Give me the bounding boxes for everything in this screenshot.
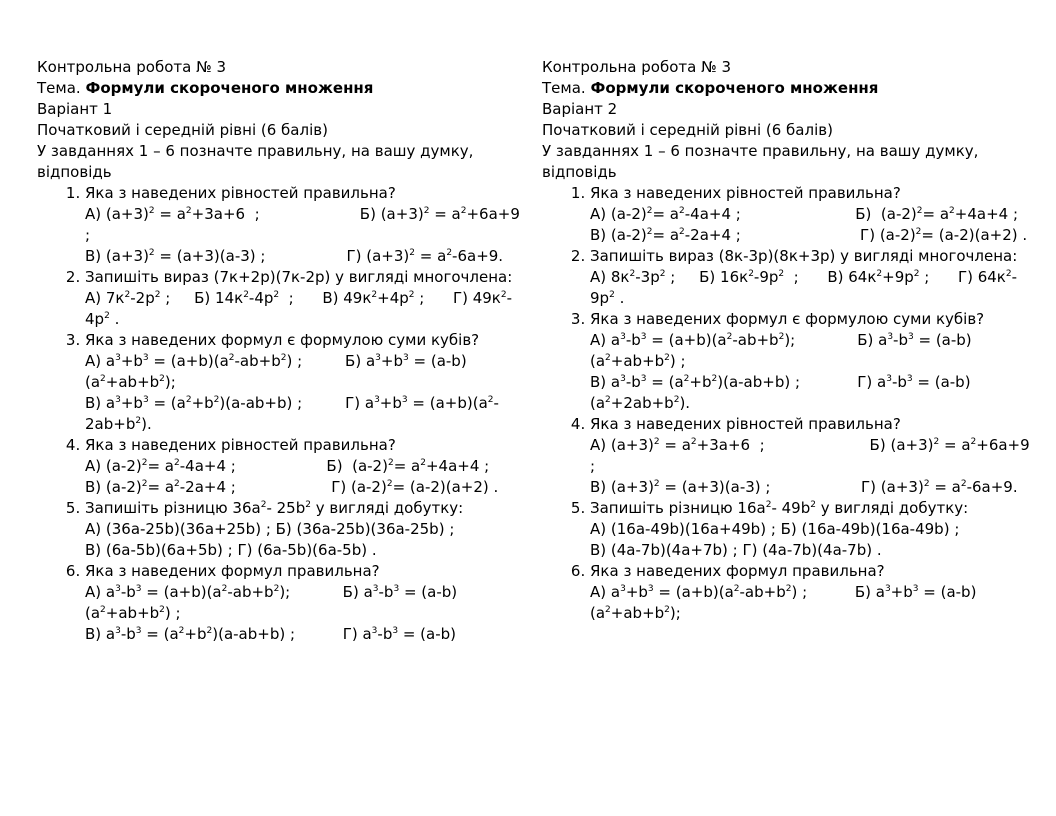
q5-text-pre: Запишіть різницю 36а [85,499,261,517]
level-label: Початковий і середній рівні (6 балів) [542,121,833,139]
question-5 [85,498,527,561]
answer-options: В) (4а-7b)(4а+7b) ; Г) (4а-7b)(4а-7b) . [590,541,882,559]
question-text: Яка з наведених рівностей правильна? [590,415,901,433]
test-heading: Контрольна робота № 3 [37,58,227,76]
answer-options: А) $(а+3)^2 = а^2+3а+6$ ; Б) $(а+3)^2 = а^2+6а+9$ ; [85,205,520,244]
question-3 [85,330,527,435]
answer-options: В) $а^3-b^3 = (а^2+b^2)(а-аb+b)$ ; Г) $а^3-b^3 = (а-b)$ [85,625,457,643]
instructions: У завданнях 1 – 6 позначте правильну, на вашу думку, [37,142,474,160]
question-3 [590,309,1037,414]
question-5 [590,498,1037,561]
question-text: Яка з наведених формул правильна? [590,562,885,580]
answer-options: В) (6а-5b)(6а+5b) ; Г) (6а-5b)(6а-5b) . [85,541,377,559]
question-1 [85,183,527,267]
question-1 [590,183,1037,246]
question-6 [85,561,527,645]
question-4 [85,435,527,498]
question-text: Запишіть вираз (8к-3р)(8к+3р) у вигляді многочлена: [590,247,1018,265]
question-text: Яка з наведених формул правильна? [85,562,380,580]
answer-options: А) $(а+3)^2 = а^2+3а+6$ ; Б) $(а+3)^2 = а^2+6а+9$ ; [590,436,1030,475]
level-label: Початковий і середній рівні (6 балів) [37,121,328,139]
q5-text-post: у вигляді добутку: [310,499,464,517]
answer-options: А) $а^3+b^3 = (а+b)(а^2-аb+b^2)$ ; Б) $а^3+b^3 = (а-b)(а^2+аb+b^2)$; [590,583,977,622]
test-heading: Контрольна робота № 3 [542,58,732,76]
answer-options: В) $(а-2)^2= а^2-2а+4$ ; Г) $(а-2)^2= (а-2)(а+2)$ . [85,478,499,496]
question-text: Запишіть різницю $16а^2-$ $49b^2$ у вигляді добутку: [590,499,969,517]
topic-title: Формули скороченого множення [85,79,374,97]
topic-line [37,78,527,99]
answer-options: В) $(а+3)^2 = (а+3)(а-3)$ ; Г) $(а+3)^2 = а^2-6а+9$. [85,247,504,265]
answer-options: А) $а^3+b^3 = (а+b)(а^2-аb+b^2)$ ; Б) $а^3+b^3 = (а-b)(а^2+аb+b^2)$; [85,352,467,391]
q5-text-pre: Запишіть різницю 16а [590,499,766,517]
answer-options: В) $а^3-b^3 = (а^2+b^2)(а-аb+b)$ ; Г) $а^3-b^3 = (а-b)(а^2+2аb+b^2)$. [590,373,971,412]
variant-1-column [37,57,527,645]
topic-prefix: Тема. [37,79,86,97]
question-text: Яка з наведених формул є формулою суми кубів? [85,331,480,349]
q5-text-mid: - 25b [266,499,306,517]
question-list [542,183,1037,624]
answer-options: В) $а^3+b^3 = (а^2+b^2)(а-аb+b)$ ; Г) $а^3+b^3 = (а+b)(а^2-2аb+b^2)$. [85,394,499,433]
answer-options: А) $а^3-b^3 = (а+b)(а^2-аb+b^2)$; Б) $а^3-b^3 = (а-b)(а^2+аb+b^2)$ ; [85,583,458,622]
instructions: У завданнях 1 – 6 позначте правильну, на вашу думку, відповідь [542,142,979,181]
question-text: Яка з наведених рівностей правильна? [85,184,396,202]
topic-line [542,78,1037,99]
question-text: Яка з наведених формул є формулою суми кубів? [590,310,985,328]
question-list [37,183,527,645]
question-2 [590,246,1037,309]
question-4 [590,414,1037,498]
question-text: Яка з наведених рівностей правильна? [85,436,396,454]
question-text: Запишіть різницю $36а^2-$ $25b^2$ у вигляді добутку: [85,499,464,517]
variant-label: Варіант 2 [542,100,618,118]
answer-options: А) $а^3-b^3 = (а+b)(а^2-аb+b^2)$; Б) $а^3-b^3 = (а-b)(а^2+аb+b^2)$ ; [590,331,972,370]
instructions-end: відповідь [37,163,112,181]
answer-options: В) $(а-2)^2= а^2-2а+4$ ; Г) $(а-2)^2= (а-2)(а+2)$ . [590,226,1028,244]
topic-prefix: Тема. [542,79,591,97]
answer-options: А) (16а-49b)(16а+49b) ; Б) (16а-49b)(16а-49b) ; [590,520,960,538]
answer-options: А) $(а-2)^2= а^2-4а+4$ ; Б) $(а-2)^2= а^2+4а+4$ ; [85,457,490,475]
variant-label: Варіант 1 [37,100,113,118]
topic-title: Формули скороченого множення [590,79,879,97]
answer-options: А) (36а-25b)(36а+25b) ; Б) (36а-25b)(36а-25b) ; [85,520,455,538]
question-text: Яка з наведених рівностей правильна? [590,184,901,202]
answer-options: В) $(а+3)^2 = (а+3)(а-3)$ ; Г) $(а+3)^2 = а^2-6а+9$. [590,478,1018,496]
question-2 [85,267,527,330]
variant-2-column [542,57,1037,624]
q5-text-post: у вигляді добутку: [815,499,969,517]
question-6 [590,561,1037,624]
answer-options: А) $8к^2-3р^2$ ; Б) $16к^2-9р^2$ ; В) $64к^2+9р^2$ ; Г) $64к^2-9р^2$ . [590,268,1018,307]
q5-text-mid: - 49b [771,499,811,517]
answer-options: А) $7к^2-2р^2$ ; Б) $14к^2-4р^2$ ; В) $49к^2+4р^2$ ; Г) $49к^2-4р^2$ . [85,289,513,328]
answer-options: А) $(а-2)^2= а^2-4а+4$ ; Б) $(а-2)^2= а^2+4а+4$ ; [590,205,1019,223]
question-text: Запишіть вираз (7к+2р)(7к-2р) у вигляді многочлена: [85,268,513,286]
